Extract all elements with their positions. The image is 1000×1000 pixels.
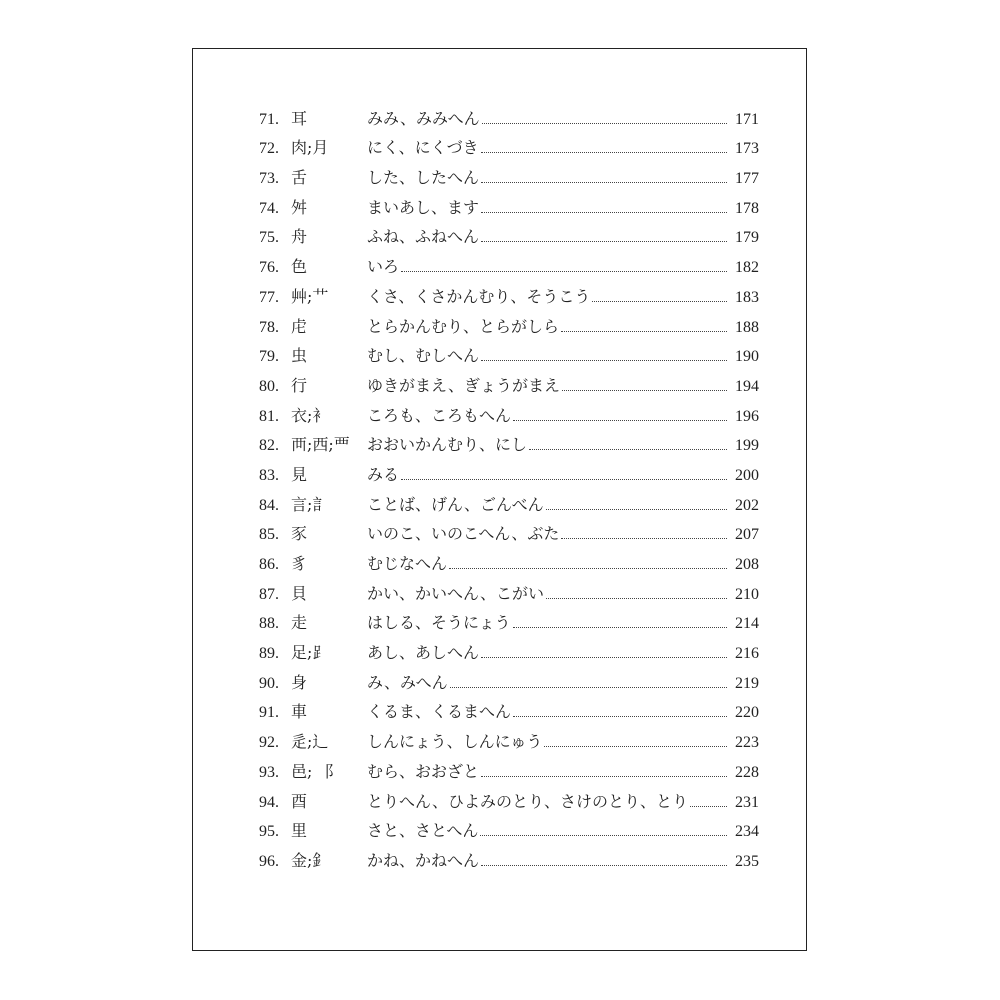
- entry-radical: 耳: [291, 108, 308, 128]
- dot-leader: [546, 509, 727, 510]
- toc-entry: [259, 515, 759, 545]
- entry-number: 76.: [259, 259, 279, 277]
- toc-entry: [259, 99, 759, 129]
- document-page: [192, 48, 807, 951]
- entry-number: 79.: [259, 348, 279, 366]
- entry-page-number: 178: [735, 199, 759, 217]
- entry-page-number: 208: [735, 556, 759, 573]
- dot-leader: [482, 123, 727, 124]
- entry-radical: 衣;衤: [291, 405, 329, 425]
- entry-radical: 言;訁: [291, 494, 329, 514]
- entry-reading: しんにょう、しんにゅう: [367, 732, 543, 752]
- entry-page-number: 216: [735, 645, 759, 663]
- entry-page-number: 214: [735, 615, 759, 633]
- entry-radical: 艸;艹: [291, 286, 329, 306]
- entry-page-number: 182: [735, 259, 759, 277]
- dot-leader: [481, 776, 727, 777]
- entry-page-number: 207: [735, 526, 759, 544]
- dot-leader: [562, 390, 727, 391]
- entry-page-number: 190: [735, 348, 759, 366]
- entry-page-number: 220: [735, 704, 759, 722]
- toc-entry: [259, 277, 759, 307]
- toc-entry: [259, 752, 759, 782]
- entry-radical: 肉;月: [291, 138, 329, 158]
- toc-entry: [259, 158, 759, 188]
- entry-number: 87.: [259, 585, 279, 603]
- entry-reading: にく、にくづき: [367, 138, 479, 158]
- dot-leader: [481, 865, 727, 866]
- entry-page-number: 202: [735, 496, 759, 514]
- dot-leader: [481, 212, 727, 213]
- dot-leader: [449, 568, 727, 569]
- entry-radical: 車: [291, 702, 308, 722]
- toc-entry: [259, 663, 759, 693]
- toc-entry: [259, 633, 759, 663]
- toc-entry: [259, 307, 759, 337]
- entry-number: 73.: [259, 170, 279, 188]
- entry-page-number: 228: [735, 763, 759, 781]
- entry-page-number: 188: [735, 318, 759, 336]
- toc-entry: [259, 218, 759, 248]
- dot-leader: [481, 360, 727, 361]
- entry-page-number: 183: [735, 288, 759, 306]
- entry-number: 77.: [259, 288, 279, 306]
- entry-number: 88.: [259, 615, 279, 633]
- entry-radical: 見: [291, 464, 308, 484]
- entry-number: 85.: [259, 526, 279, 544]
- entry-number: 86.: [259, 556, 279, 573]
- entry-page-number: 234: [735, 823, 759, 841]
- toc-entry: [259, 812, 759, 842]
- entry-page-number: 194: [735, 377, 759, 395]
- dot-leader: [544, 746, 727, 747]
- entry-reading: かい、かいへん、こがい: [367, 583, 544, 603]
- entry-number: 78.: [259, 318, 279, 336]
- entry-radical: 虍: [291, 316, 308, 336]
- entry-reading: ころも、ころもへん: [367, 405, 512, 425]
- entry-number: 71.: [259, 110, 279, 128]
- entry-number: 95.: [259, 823, 279, 841]
- entry-page-number: 219: [735, 674, 759, 692]
- toc-entry: [259, 722, 759, 752]
- toc-entry: [259, 841, 759, 871]
- dot-leader: [480, 835, 727, 836]
- entry-radical: 邑; ⻏: [291, 761, 334, 781]
- entry-number: 82.: [259, 437, 279, 455]
- entry-page-number: 171: [735, 110, 759, 128]
- entry-reading: いのこ、いのこへん、ぶた: [367, 524, 560, 544]
- entry-number: 92.: [259, 734, 279, 752]
- entry-number: 84.: [259, 496, 279, 514]
- dot-leader: [401, 479, 727, 480]
- toc-entry: [259, 455, 759, 485]
- entry-number: 96.: [259, 852, 279, 870]
- entry-reading: ふね、ふねへん: [367, 227, 480, 247]
- toc-entry: [259, 574, 759, 604]
- entry-number: 75.: [259, 229, 279, 247]
- entry-reading: みる: [367, 464, 400, 484]
- entry-page-number: 177: [735, 170, 759, 188]
- entry-number: 80.: [259, 377, 279, 395]
- toc-entry: [259, 604, 759, 634]
- entry-reading: みみ、みみへん: [367, 108, 480, 128]
- entry-reading: むら、おおざと: [367, 761, 480, 781]
- entry-page-number: 210: [735, 585, 759, 603]
- toc-entry: [259, 782, 759, 812]
- entry-reading: ことば、げん、ごんべん: [367, 494, 544, 514]
- entry-radical: 辵;⻌: [291, 732, 329, 752]
- toc-entry: [259, 129, 759, 159]
- entry-reading: くさ、くさかんむり、そうこう: [367, 286, 591, 306]
- toc-entry: [259, 396, 759, 426]
- toc-entry: [259, 485, 759, 515]
- dot-leader: [481, 182, 727, 183]
- entry-page-number: 199: [735, 437, 759, 455]
- entry-page-number: 173: [735, 140, 759, 158]
- entry-reading: かね、かねへん: [367, 850, 480, 870]
- entry-reading: くるま、くるまへん: [367, 702, 512, 722]
- entry-reading: した、したへん: [367, 168, 480, 188]
- entry-reading: とらかんむり、とらがしら: [367, 316, 560, 336]
- dot-leader: [561, 331, 727, 332]
- toc-entry: [259, 337, 759, 367]
- dot-leader: [481, 152, 727, 153]
- toc-entry: [259, 426, 759, 456]
- entry-reading: まいあし、ます: [367, 197, 480, 217]
- dot-leader: [481, 241, 727, 242]
- dot-leader: [401, 271, 727, 272]
- entry-radical: 走: [291, 613, 308, 633]
- entry-page-number: 200: [735, 466, 759, 484]
- toc-entry: [259, 247, 759, 277]
- entry-reading: おおいかんむり、にし: [367, 435, 528, 455]
- entry-number: 74.: [259, 199, 279, 217]
- entry-radical: 行: [291, 375, 308, 395]
- entry-number: 93.: [259, 763, 279, 781]
- dot-leader: [513, 420, 727, 421]
- entry-radical: 豸: [291, 554, 308, 573]
- entry-reading: あし、あしへん: [367, 643, 480, 663]
- entry-radical: 虫: [291, 346, 308, 366]
- dot-leader: [450, 687, 727, 688]
- entry-radical: 身: [291, 672, 308, 692]
- entry-radical: 豕: [291, 524, 308, 544]
- entry-number: 83.: [259, 466, 279, 484]
- entry-page-number: 179: [735, 229, 759, 247]
- entry-radical: 貝: [291, 583, 308, 603]
- entry-page-number: 196: [735, 407, 759, 425]
- toc-entry: [259, 544, 759, 574]
- entry-reading: さと、さとへん: [367, 821, 479, 841]
- entry-radical: 舌: [291, 168, 308, 188]
- entry-page-number: 223: [735, 734, 759, 752]
- entry-reading: ゆきがまえ、ぎょうがまえ: [367, 375, 560, 395]
- toc-entry: [259, 693, 759, 723]
- entry-radical: 舟: [291, 227, 308, 247]
- entry-number: 89.: [259, 645, 279, 663]
- entry-radical: 舛: [291, 197, 308, 217]
- entry-page-number: 235: [735, 852, 759, 870]
- dot-leader: [481, 657, 727, 658]
- entry-radical: 里: [291, 821, 308, 841]
- entry-radical: 色: [291, 257, 308, 277]
- entry-number: 90.: [259, 674, 279, 692]
- entry-number: 81.: [259, 407, 279, 425]
- entry-reading: とりへん、ひよみのとり、さけのとり、とり: [367, 791, 688, 811]
- dot-leader: [546, 598, 727, 599]
- dot-leader: [561, 538, 727, 539]
- entry-radical: 襾;西;覀: [291, 435, 350, 455]
- entry-number: 91.: [259, 704, 279, 722]
- entry-reading: むし、むしへん: [367, 346, 480, 366]
- entry-radical: 酉: [291, 791, 308, 811]
- dot-leader: [529, 449, 727, 450]
- dot-leader: [690, 806, 727, 807]
- dot-leader: [592, 301, 727, 302]
- dot-leader: [513, 716, 727, 717]
- entry-page-number: 231: [735, 793, 759, 811]
- entry-reading: はしる、そうにょう: [367, 613, 511, 633]
- entry-reading: み、みへん: [367, 672, 448, 692]
- toc-entry: [259, 366, 759, 396]
- entry-number: 94.: [259, 793, 279, 811]
- entry-number: 72.: [259, 140, 279, 158]
- entry-reading: いろ: [367, 257, 400, 277]
- entry-radical: 金;釒: [291, 850, 329, 870]
- table-of-contents: [259, 99, 759, 871]
- toc-entry: [259, 188, 759, 218]
- entry-radical: 足;⻊: [291, 643, 329, 663]
- entry-reading: むじなへん: [367, 554, 448, 573]
- dot-leader: [513, 627, 727, 628]
